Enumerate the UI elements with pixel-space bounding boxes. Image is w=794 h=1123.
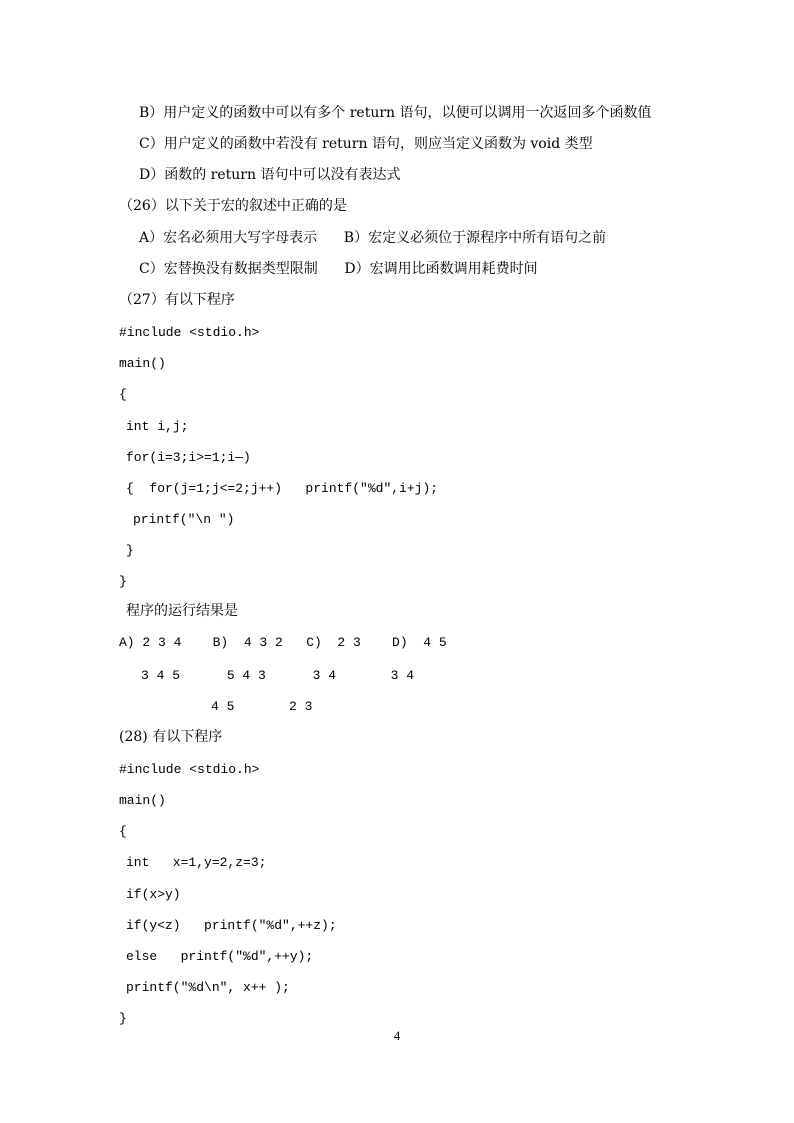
code-line: main() <box>119 356 166 371</box>
code-line: #include <stdio.h> <box>119 762 260 777</box>
code-line: if(x>y) <box>126 887 181 902</box>
code-line: int i,j; <box>126 419 189 434</box>
option-b-return: B）用户定义的函数中可以有多个 return 语句，以便可以调用一次返回多个函数值 <box>139 105 652 121</box>
question-27-prompt: 程序的运行结果是 <box>126 603 238 619</box>
question-26-options-ab: A）宏名必须用大写字母表示 B）宏定义必须位于源程序中所有语句之前 <box>139 230 607 246</box>
code-line: { <box>119 824 127 839</box>
code-line: } <box>119 1011 127 1026</box>
question-26: （26）以下关于宏的叙述中正确的是 <box>119 198 347 214</box>
code-line: for(i=3;i>=1;i—) <box>126 450 251 465</box>
code-line: printf("\n ") <box>133 512 235 527</box>
question-28: (28) 有以下程序 <box>119 729 223 745</box>
question-27-options-row-1: A) 2 3 4 B) 4 3 2 C) 2 3 D) 4 5 <box>119 635 447 650</box>
code-line: } <box>126 543 134 558</box>
page-number: 4 <box>393 1028 401 1043</box>
code-line: printf("%d\n", x++ ); <box>126 980 290 995</box>
code-line: { for(j=1;j<=2;j++) printf("%d",i+j); <box>126 481 439 496</box>
code-line: if(y<z) printf("%d",++z); <box>126 918 337 933</box>
question-27-options-row-2: 3 4 5 5 4 3 3 4 3 4 <box>141 668 415 683</box>
option-c-return: C）用户定义的函数中若没有 return 语句，则应当定义函数为 void 类型 <box>139 136 593 152</box>
code-line: main() <box>119 793 166 808</box>
code-line: { <box>119 387 127 402</box>
code-line: } <box>119 574 127 589</box>
question-27: （27）有以下程序 <box>119 292 235 308</box>
code-line: int x=1,y=2,z=3; <box>126 855 267 870</box>
code-line: #include <stdio.h> <box>119 325 260 340</box>
code-line: else printf("%d",++y); <box>126 949 314 964</box>
question-26-options-cd: C）宏替换没有数据类型限制 D）宏调用比函数调用耗费时间 <box>139 261 538 277</box>
option-d-return: D）函数的 return 语句中可以没有表达式 <box>139 167 401 183</box>
question-27-options-row-3: 4 5 2 3 <box>211 699 313 714</box>
